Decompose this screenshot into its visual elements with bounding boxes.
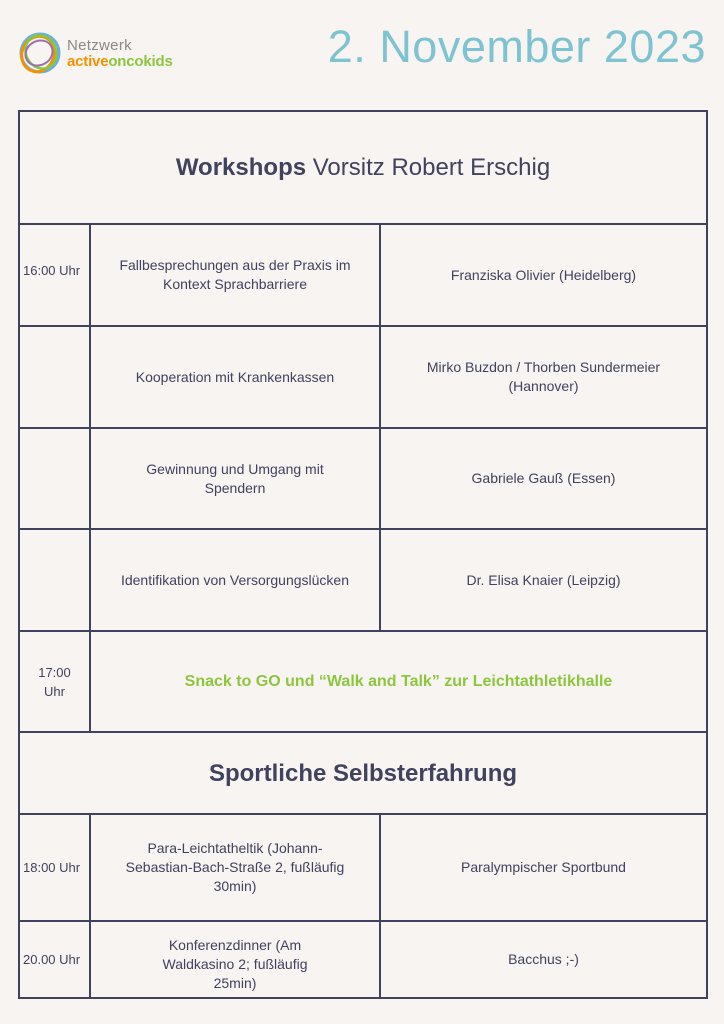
sport-title: Sportliche Selbsterfahrung [208, 759, 518, 787]
logo-line2 [67, 54, 173, 70]
workshops-title-rest: Vorsitz Robert Erschig [306, 154, 551, 181]
workshops-heading [20, 112, 706, 223]
table-row-time: 16:00 Uhr [23, 263, 81, 278]
sport-speaker: Bacchus ;-) [508, 951, 579, 967]
sport-topic: Para-Leichtatheltik (Johann-Sebastian-Bach-Straße 2, fußläufig 30min) [125, 840, 345, 894]
workshop-speaker: Franziska Olivier (Heidelberg) [450, 266, 637, 283]
snack-time: 17:00 Uhr [38, 664, 71, 699]
logo-rings-icon [18, 30, 62, 76]
logo-active: active [67, 53, 109, 70]
workshop-topic: Kooperation mit Krankenkassen [135, 368, 335, 385]
sport-speaker: Paralympischer Sportbund [461, 859, 626, 875]
workshop-topic: Fallbesprechungen aus der Praxis im Kontext Sprachbarriere [119, 257, 351, 292]
workshop-speaker: Gabriele Gauß (Essen) [471, 470, 616, 486]
workshop-speaker: Mirko Buzdon / Thorben Sundermeier (Hannover) [426, 359, 661, 394]
workshop-speaker: Dr. Elisa Knaier (Leipzig) [466, 571, 621, 588]
logo [18, 30, 208, 80]
workshops-title-bold: Workshops [175, 154, 307, 181]
workshop-topic: Identifikation von Versorgungslücken [120, 571, 350, 588]
logo-onco: onco [108, 53, 144, 70]
logo-kids: kids [143, 53, 173, 70]
workshop-topic: Gewinnung und Umgang mit Spendern [146, 460, 324, 496]
table-row-time: 20.00 Uhr [23, 952, 81, 967]
sport-topic: Konferenzdinner (Am Waldkasino 2; fußläufig 25min) [162, 937, 308, 991]
sport-heading [20, 733, 706, 813]
schedule-table [18, 110, 708, 999]
event-date: 2. November 2023 [327, 21, 706, 72]
logo-line1: Netzwerk [67, 37, 132, 54]
table-row-time: 18:00 Uhr [23, 860, 81, 875]
snack-text: Snack to GO und “Walk and Talk” zur Leichtathletikhalle [184, 673, 613, 690]
